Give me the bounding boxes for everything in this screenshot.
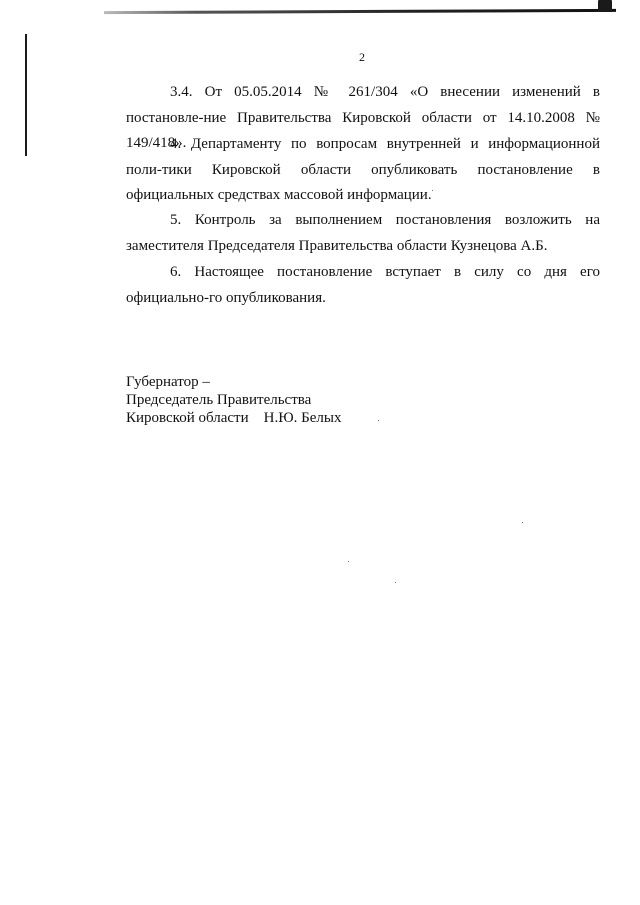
- paragraph-4: 4. Департаменту по вопросам внутренней и информационной поли-тики Кировской области опубликовать постановление в официальных средствах массовой информации.: [126, 136, 600, 203]
- scan-speck: [348, 561, 349, 562]
- scan-corner-mark: [598, 0, 612, 12]
- scan-speck: [395, 582, 396, 583]
- scan-border-line: [104, 9, 616, 14]
- scan-speck: [432, 190, 433, 191]
- scan-left-edge: [25, 34, 27, 156]
- signature-block: [126, 373, 341, 427]
- page-number: 2: [359, 50, 365, 64]
- scan-speck: [378, 420, 379, 421]
- paragraph-5: 5. Контроль за выполнением постановления возложить на заместителя Председателя Правительства области Кузнецова А.Б.: [126, 212, 600, 254]
- signature-region-name: Кировской области Н.Ю. Белых: [126, 410, 342, 426]
- signature-title-governor: Губернатор –: [126, 374, 210, 390]
- paragraph-6: 6. Настоящее постановление вступает в силу со дня его официально-го опубликования.: [126, 264, 600, 306]
- scan-speck: [522, 522, 523, 523]
- signature-title-chairman: Председатель Правительства: [126, 392, 312, 408]
- paragraph-3-4: 3.4. От 05.05.2014 № 261/304 «О внесении изменений в постановле-ние Правительства Кировской области от 14.10.2008 № 149/418».: [126, 84, 600, 151]
